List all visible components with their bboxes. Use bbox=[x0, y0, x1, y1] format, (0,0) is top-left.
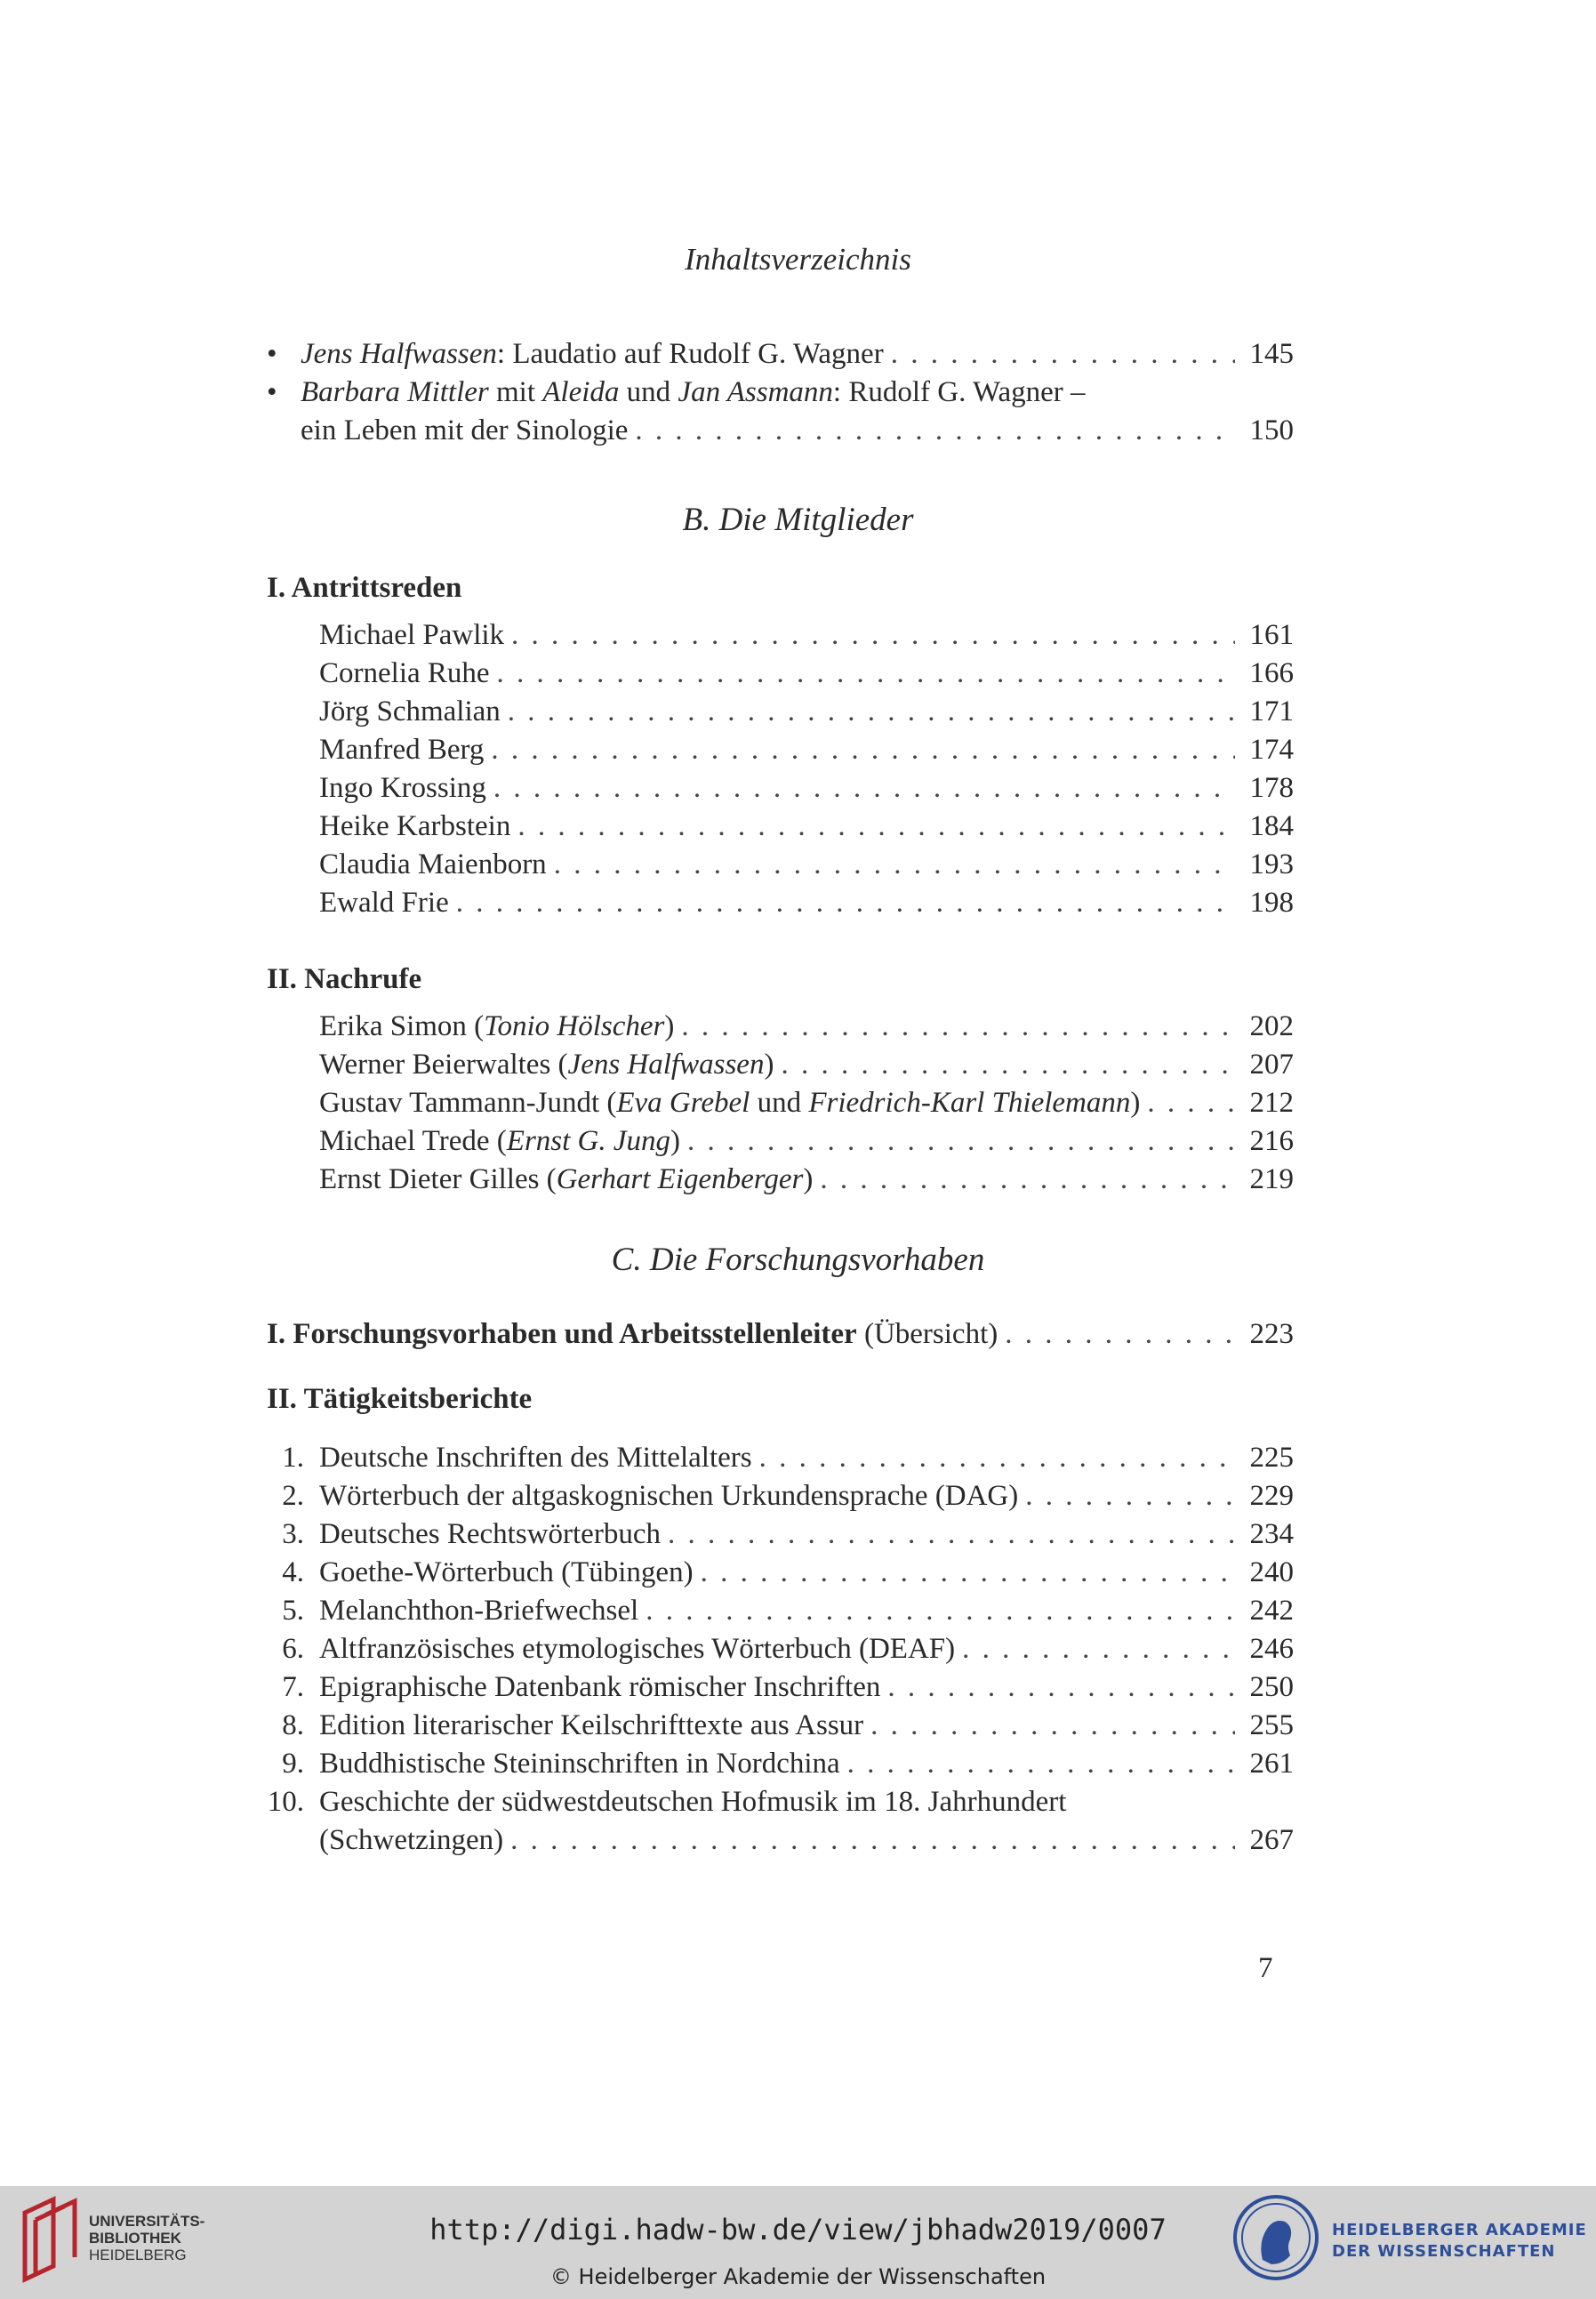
footer-bar bbox=[0, 2186, 1596, 2299]
subsection-heading: II. Nachrufe bbox=[267, 963, 422, 995]
entry-number: 4. bbox=[282, 1556, 304, 1588]
toc-entry[interactable]: 4. Goethe-Wörterbuch (Tübingen) . . . 240 bbox=[267, 1556, 1294, 1596]
entry-author: Gerhart Eigenberger bbox=[556, 1163, 804, 1195]
subsection-heading: I. Antrittsreden bbox=[267, 572, 462, 604]
toc-entry-continuation[interactable] bbox=[267, 414, 1294, 454]
toc-entry[interactable]: 3. Deutsches Rechtswörterbuch . . . 234 bbox=[267, 1518, 1294, 1557]
hadw-name[interactable]: HEIDELBERGER AKADEMIE DER WISSENSCHAFTEN bbox=[1332, 2221, 1587, 2261]
entry-author: Friedrich-Karl Thielemann bbox=[808, 1087, 1131, 1119]
entry-page: 145 bbox=[1249, 338, 1294, 370]
entry-page: 150 bbox=[1249, 414, 1294, 446]
section-heading: C. Die Forschungsvorhaben bbox=[611, 1242, 985, 1278]
toc-entry[interactable]: 7. Epigraphische Datenbank römischer Inschriften . . . 250 bbox=[267, 1671, 1294, 1710]
entry-title: : Laudatio auf Rudolf G. Wagner bbox=[496, 338, 884, 370]
hadw-medallion-logo-icon[interactable] bbox=[1231, 2193, 1320, 2287]
toc-entry[interactable]: Manfred Berg . . . 174 bbox=[267, 734, 1294, 773]
bullet: • bbox=[267, 338, 277, 370]
entry-author: Ernst G. Jung bbox=[506, 1125, 671, 1157]
toc-entry[interactable]: Ernst Dieter Gilles (Gerhart Eigenberger) . . . 219 bbox=[267, 1163, 1294, 1202]
section-heading: B. Die Mitglieder bbox=[682, 502, 914, 538]
toc-entry[interactable]: Werner Beierwaltes (Jens Halfwassen) . . . 207 bbox=[267, 1049, 1294, 1088]
entry-number: 5. bbox=[282, 1595, 304, 1627]
toc-entry[interactable]: 8. Edition literarischer Keilschrifttexte aus Assur . . . 255 bbox=[267, 1709, 1294, 1748]
toc-entry[interactable]: 5. Melanchthon-Briefwechsel . . . 242 bbox=[267, 1595, 1294, 1634]
toc-entry[interactable]: Jörg Schmalian . . . 171 bbox=[267, 695, 1294, 735]
entry-title: : Rudolf G. Wagner – bbox=[832, 376, 1086, 408]
toc-entry-continuation[interactable]: (Schwetzingen) . . . 267 bbox=[267, 1824, 1294, 1863]
entry-author: Eva Grebel bbox=[616, 1087, 750, 1119]
toc-entry[interactable]: • Barbara Mittler mit Aleida und Jan Assmann: Rudolf G. Wagner – bbox=[267, 376, 1086, 408]
toc-entry[interactable]: Erika Simon (Tonio Hölscher) . . . 202 bbox=[267, 1010, 1294, 1049]
toc-entry[interactable]: 1. Deutsche Inschriften des Mittelalters . . . 225 bbox=[267, 1442, 1294, 1481]
toc-entry[interactable]: 6. Altfranzösisches etymologisches Wörterbuch (DEAF) . . . 246 bbox=[267, 1633, 1294, 1672]
toc-entry[interactable]: Gustav Tammann-Jundt (Eva Grebel und Friedrich-Karl Thielemann) . . . 212 bbox=[267, 1087, 1294, 1126]
entry-author: Tonio Hölscher bbox=[484, 1010, 665, 1042]
entry-number: 8. bbox=[282, 1709, 304, 1741]
entry-number: 2. bbox=[282, 1480, 304, 1512]
toc-entry[interactable]: Michael Trede (Ernst G. Jung) . . . 216 bbox=[267, 1125, 1294, 1164]
entry-author: Jens Halfwassen bbox=[301, 338, 497, 370]
toc-entry[interactable]: Cornelia Ruhe . . . 166 bbox=[267, 657, 1294, 696]
toc-entry[interactable]: Ewald Frie . . . 198 bbox=[267, 887, 1294, 926]
entry-number: 6. bbox=[282, 1633, 304, 1665]
entry-number: 10. bbox=[267, 1786, 304, 1818]
ub-library-name[interactable]: UNIVERSITÄTS- BIBLIOTHEK HEIDELBERG bbox=[89, 2213, 205, 2263]
entry-author: Barbara Mittler bbox=[301, 376, 489, 408]
entry-title: ein Leben mit der Sinologie bbox=[301, 414, 629, 446]
bullet: • bbox=[267, 376, 277, 408]
entry-author: Jan Assmann bbox=[678, 376, 833, 408]
subsection-heading: I. Forschungsvorhaben und Arbeitsstellenleiter bbox=[267, 1318, 857, 1350]
running-head: Inhaltsverzeichnis bbox=[685, 242, 911, 277]
entry-author: Jens Halfwassen bbox=[567, 1049, 765, 1081]
entry-number: 9. bbox=[282, 1748, 304, 1780]
toc-entry[interactable]: 2. Wörterbuch der altgaskognischen Urkundensprache (DAG) . . . 229 bbox=[267, 1480, 1294, 1519]
entry-author: Aleida bbox=[542, 376, 620, 408]
subsection-heading: II. Tätigkeitsberichte bbox=[267, 1383, 533, 1415]
toc-entry[interactable]: Heike Karbstein . . . 184 bbox=[267, 810, 1294, 849]
entry-number: 3. bbox=[282, 1518, 304, 1550]
permalink-url[interactable]: http://digi.hadw-bw.de/view/jbhadw2019/0007 bbox=[429, 2213, 1167, 2247]
toc-entry[interactable]: 10. Geschichte der südwestdeutschen Hofmusik im 18. Jahrhundert bbox=[267, 1786, 1067, 1818]
entry-number: 1. bbox=[282, 1442, 304, 1474]
toc-entry[interactable]: Ingo Krossing . . . 178 bbox=[267, 772, 1294, 811]
copyright-notice: © Heidelberger Akademie der Wissenschaften bbox=[549, 2264, 1047, 2289]
toc-entry[interactable]: 9. Buddhistische Steininschriften in Nordchina . . . 261 bbox=[267, 1748, 1294, 1787]
entry-number: 7. bbox=[282, 1671, 304, 1703]
toc-entry[interactable]: Michael Pawlik . . . 161 bbox=[267, 619, 1294, 658]
toc-entry[interactable]: Claudia Maienborn . . . 193 bbox=[267, 848, 1294, 888]
toc-entry[interactable] bbox=[267, 338, 1294, 377]
page-number: 7 bbox=[1258, 1952, 1273, 1984]
toc-entry[interactable]: I. Forschungsvorhaben und Arbeitsstellenleiter (Übersicht) . . . 223 bbox=[267, 1318, 1294, 1357]
